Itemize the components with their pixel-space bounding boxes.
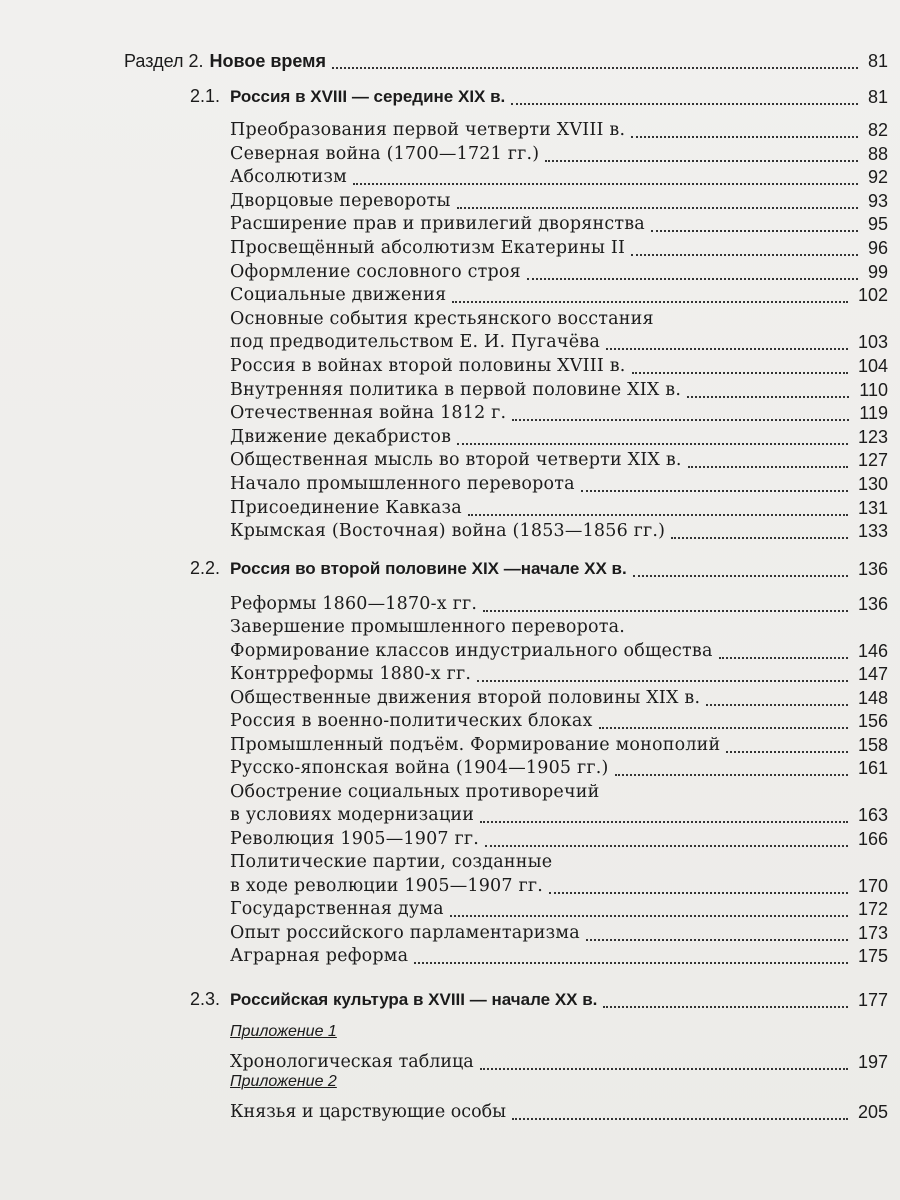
toc-item-leader: [631, 252, 858, 256]
toc-item-page: 166: [857, 828, 888, 849]
appendix-1-entry[interactable]: [0, 1047, 900, 1073]
toc-item-leader: [485, 843, 848, 847]
toc-item-title: Крымская (Восточная) война (1853—1856 гг.): [230, 521, 666, 542]
toc-item[interactable]: [0, 257, 900, 283]
toc-item-leader: [687, 394, 849, 398]
section-2-1[interactable]: [0, 82, 900, 108]
toc-item[interactable]: [0, 162, 900, 188]
section-2-entry[interactable]: [0, 46, 900, 72]
toc-item-title: Контрреформы 1880-х гг.: [230, 664, 472, 685]
toc-item[interactable]: [0, 847, 900, 873]
toc-item-title: Дворцовые перевороты: [230, 190, 451, 211]
toc-item[interactable]: [0, 351, 900, 377]
toc-item-title: Движение декабристов: [230, 426, 452, 447]
appendix-1-label: Приложение 1: [230, 1022, 337, 1040]
toc-item-leader: [480, 819, 848, 823]
toc-item-page: 156: [857, 711, 888, 732]
appendix-2-entry[interactable]: [0, 1097, 900, 1123]
toc-item[interactable]: [0, 327, 900, 353]
toc-item[interactable]: [0, 824, 900, 850]
toc-item-page: 130: [857, 474, 888, 494]
toc-item-title: Русско-японская война (1904—1905 гг.): [230, 758, 609, 779]
toc-item-page: 96: [867, 238, 888, 258]
toc-item-page: 170: [857, 875, 888, 896]
toc-item-title: Россия в военно-политических блоках: [230, 711, 593, 732]
section-2-3[interactable]: [0, 985, 900, 1011]
toc-item-page: 88: [867, 143, 888, 164]
toc-item-leader: [477, 678, 848, 682]
toc-item-leader: [549, 890, 848, 894]
toc-item[interactable]: [0, 753, 900, 779]
toc-item-title: Основные события крестьянского восстания: [230, 308, 654, 329]
toc-item-title: в ходе революции 1905—1907 гг.: [230, 875, 543, 896]
toc-item[interactable]: [0, 445, 900, 471]
toc-item-title: в условиях модернизации: [230, 805, 475, 826]
appendix-2-entry-leader: [512, 1116, 848, 1120]
toc-item[interactable]: [0, 186, 900, 212]
toc-item-page: 104: [857, 356, 888, 376]
appendix-1-entry-leader: [480, 1066, 848, 1070]
toc-item-title: Начало промышленного переворота: [230, 474, 575, 494]
toc-item-page: 146: [857, 640, 888, 661]
toc-item-page: 175: [857, 946, 888, 967]
toc-item-page: 93: [867, 190, 888, 211]
section-2-3-title: Российская культура в XVIII — начале XX в.: [230, 989, 598, 1009]
section-2-1-page: 81: [867, 87, 888, 107]
toc-item[interactable]: [0, 589, 900, 615]
toc-item-page: 82: [867, 120, 888, 140]
toc-item-page: 147: [857, 664, 888, 685]
section-2-entry-leader: [332, 65, 858, 69]
toc-item-title: Революция 1905—1907 гг.: [230, 828, 480, 849]
section-2-entry-label: Раздел 2.: [124, 51, 204, 71]
toc-item-leader: [414, 960, 848, 964]
toc-item-title: Завершение промышленного переворота.: [230, 617, 626, 638]
toc-item-leader: [606, 346, 848, 350]
toc-item-title: Северная война (1700—1721 гг.): [230, 143, 540, 164]
toc-item[interactable]: [0, 636, 900, 662]
toc-item-title: Формирование классов индустриального общества: [230, 640, 713, 661]
toc-item[interactable]: [0, 304, 900, 330]
toc-item-title: Политические партии, созданные: [230, 852, 553, 873]
toc-item[interactable]: [0, 375, 900, 401]
toc-item-leader: [450, 913, 848, 917]
toc-item-title: Аграрная реформа: [230, 946, 409, 967]
toc-item[interactable]: [0, 398, 900, 424]
section-2-2-leader: [633, 573, 848, 577]
toc-item-leader: [527, 276, 858, 280]
toc-item[interactable]: [0, 115, 900, 141]
toc-item-leader: [615, 772, 848, 776]
toc-item-page: 119: [859, 403, 888, 424]
section-2-3-leader: [603, 1004, 848, 1008]
toc-item[interactable]: [0, 422, 900, 448]
toc-item[interactable]: [0, 918, 900, 944]
toc-item-leader: [468, 512, 848, 516]
toc-item-leader: [599, 725, 848, 729]
toc-item[interactable]: [0, 941, 900, 967]
toc-item[interactable]: [0, 139, 900, 165]
toc-item[interactable]: [0, 280, 900, 306]
toc-item-page: 102: [857, 285, 888, 306]
appendix-2-label: Приложение 2: [230, 1072, 337, 1090]
toc-item-title: Обострение социальных противоречий: [230, 781, 600, 802]
toc-item-page: 133: [857, 521, 888, 542]
toc-item-page: 99: [867, 261, 888, 282]
appendix-2-entry-page: 205: [857, 1101, 888, 1122]
toc-item-page: 163: [857, 805, 888, 826]
toc-item-title: Просвещённый абсолютизм Екатерины II: [230, 238, 626, 258]
toc-item-leader: [452, 299, 848, 303]
toc-item-title: Социальные движения: [230, 285, 447, 306]
toc-item[interactable]: [0, 209, 900, 235]
appendix-2-entry-title: Князья и царствующие особы: [230, 1101, 507, 1122]
toc-item-leader: [457, 441, 848, 445]
toc-item-title: Присоединение Кавказа: [230, 497, 462, 518]
toc-item-leader: [586, 937, 848, 941]
toc-item-title: Внутренняя политика в первой половине XIX в.: [230, 379, 682, 400]
toc-item-page: 173: [857, 922, 888, 943]
appendix-1-entry-title: Хронологическая таблица: [230, 1051, 474, 1072]
toc-item-title: Общественная мысль во второй четверти XIX в.: [230, 450, 682, 471]
toc-item-title: Государственная дума: [230, 899, 444, 920]
toc-item-title: Абсолютизм: [230, 167, 347, 188]
toc-item-page: 123: [857, 426, 888, 447]
section-2-3-page: 177: [857, 989, 888, 1010]
toc-item-page: 158: [857, 734, 888, 755]
toc-item[interactable]: [0, 469, 900, 495]
toc-item[interactable]: [0, 683, 900, 709]
section-2-3-number: 2.3.: [190, 988, 221, 1009]
section-2-entry-title: Новое время: [209, 51, 326, 71]
toc-item[interactable]: [0, 493, 900, 519]
toc-item-leader: [581, 488, 848, 492]
section-2-1-title: Россия в XVIII — середине XIX в.: [230, 87, 506, 106]
toc-item[interactable]: [0, 612, 900, 638]
toc-item-page: 136: [857, 593, 888, 614]
toc-item[interactable]: [0, 233, 900, 259]
toc-item[interactable]: [0, 516, 900, 542]
section-2-2[interactable]: [0, 554, 900, 580]
toc-item-page: 103: [857, 332, 888, 353]
toc-item-leader: [631, 134, 858, 138]
toc-item[interactable]: [0, 777, 900, 803]
toc-item-page: 127: [857, 450, 888, 471]
toc-item-title: Оформление сословного строя: [230, 261, 521, 282]
toc-item-page: 148: [857, 687, 888, 708]
toc-item-leader: [726, 749, 848, 753]
toc-item-page: 172: [857, 899, 888, 920]
toc-item[interactable]: [0, 706, 900, 732]
toc-item[interactable]: [0, 730, 900, 756]
toc-item[interactable]: [0, 659, 900, 685]
toc-item-leader: [457, 205, 858, 209]
toc-item-leader: [719, 655, 848, 659]
section-2-2-number: 2.2.: [190, 557, 221, 578]
toc-item-leader: [706, 702, 848, 706]
toc-item-leader: [688, 464, 848, 468]
toc-item-title: Отечественная война 1812 г.: [230, 403, 507, 424]
section-2-2-title: Россия во второй половине XIX —начале XX в.: [230, 558, 627, 578]
toc-item-title: Реформы 1860—1870-х гг.: [230, 593, 478, 614]
toc-item-title: Расширение прав и привилегий дворянства: [230, 214, 645, 235]
toc-item-leader: [512, 417, 849, 421]
section-2-1-number: 2.1.: [190, 86, 221, 106]
toc-item-title: Промышленный подъём. Формирование монополий: [230, 734, 721, 755]
section-2-entry-page: 81: [867, 51, 888, 71]
toc-item-leader: [353, 181, 858, 185]
toc-item-page: 92: [867, 167, 888, 188]
section-2-1-leader: [511, 101, 858, 105]
toc-item-page: 95: [867, 214, 888, 235]
toc-item-title: под предводительством Е. И. Пугачёва: [230, 332, 600, 353]
toc-item[interactable]: [0, 871, 900, 897]
toc-item-leader: [545, 158, 858, 162]
section-2-2-page: 136: [857, 558, 888, 579]
toc-item-title: Опыт российского парламентаризма: [230, 922, 580, 943]
toc-item-page: 131: [857, 497, 888, 518]
toc-item-title: Общественные движения второй половины XIX в.: [230, 687, 701, 708]
toc-item[interactable]: [0, 894, 900, 920]
toc-item[interactable]: [0, 800, 900, 826]
toc-item-leader: [632, 370, 848, 374]
toc-item-title: Россия в войнах второй половины XVIII в.: [230, 356, 626, 376]
toc-item-page: 110: [859, 379, 888, 400]
toc-item-title: Преобразования первой четверти XVIII в.: [230, 120, 626, 140]
toc-item-leader: [483, 608, 848, 612]
toc-item-leader: [671, 535, 848, 539]
toc-item-leader: [651, 228, 858, 232]
toc-item-page: 161: [857, 758, 888, 779]
appendix-1-entry-page: 197: [857, 1051, 888, 1072]
